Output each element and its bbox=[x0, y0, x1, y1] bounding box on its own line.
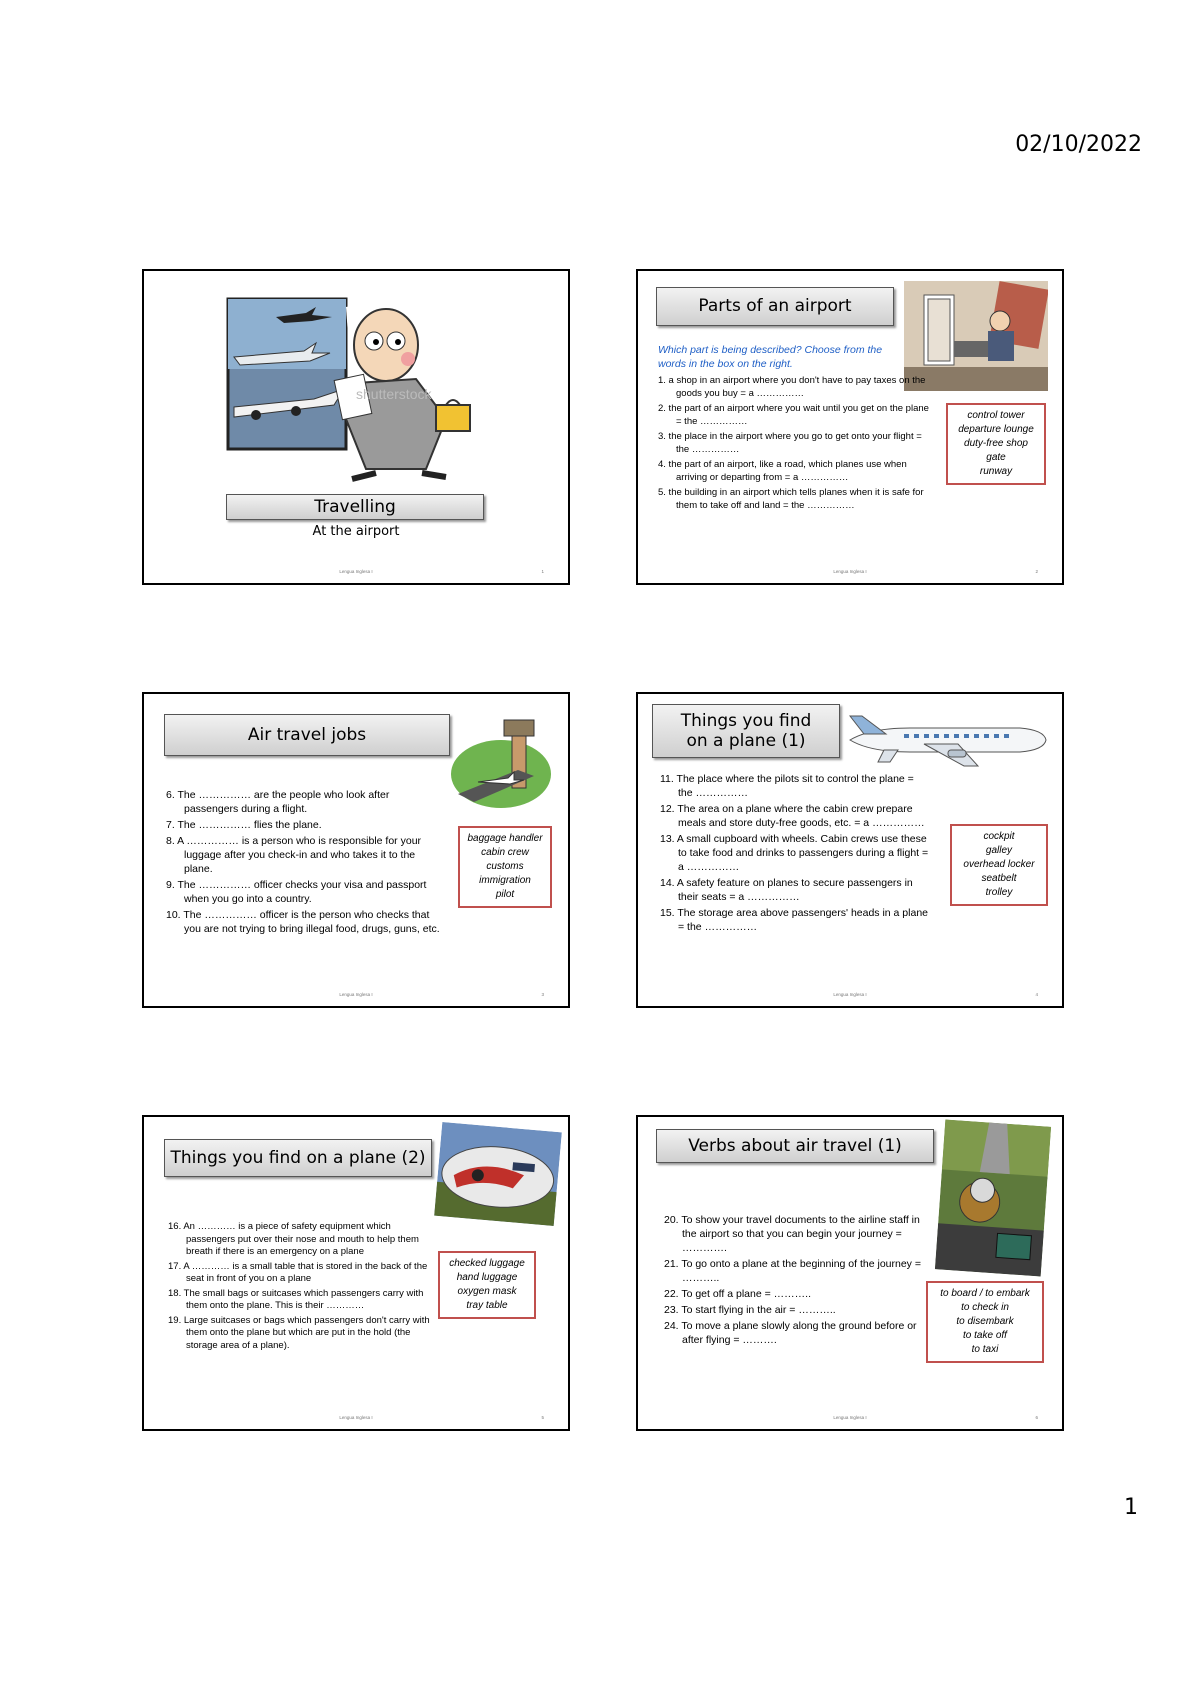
slide-5 bbox=[142, 1115, 570, 1431]
list-item: 24. To move a plane slowly along the ground before or after flying = ………. bbox=[664, 1320, 917, 1346]
list-item: 19. Large suitcases or bags which passengers don't carry with them onto the plane but which are put in the hold (the storage area of a plane). bbox=[168, 1314, 430, 1351]
pilot-cockpit-photo bbox=[935, 1119, 1051, 1276]
question-list bbox=[168, 1221, 438, 1354]
word-option: overhead locker bbox=[963, 859, 1035, 870]
list-item: 16. An ………… is a piece of safety equipment which passengers put over their nose and mouth to help them breath if there is an emergency on a plane bbox=[168, 1221, 419, 1257]
instruction-text: Which part is being described? Choose from the words in the box on the right. bbox=[658, 344, 883, 370]
slide-footer: Lengua Inglesa I bbox=[833, 992, 867, 997]
slide-title: Air travel jobs bbox=[164, 714, 450, 756]
slide-3 bbox=[142, 692, 570, 1008]
word-option: immigration bbox=[479, 875, 531, 886]
slide-6 bbox=[636, 1115, 1064, 1431]
list-item: 12. The area on a plane where the cabin crew prepare meals and store duty-free goods, etc. = a …………… bbox=[660, 803, 925, 829]
list-item: 6. The …………… are the people who look after passengers during a flight. bbox=[166, 789, 390, 815]
word-option: tray table bbox=[466, 1300, 508, 1311]
list-item: 5. the building in an airport which tells planes when it is safe for them to take off and land = the …………… bbox=[658, 487, 924, 511]
airplane-illustration bbox=[844, 710, 1050, 772]
slide-title: Travelling bbox=[226, 494, 484, 520]
slide-1 bbox=[142, 269, 570, 585]
word-option: to taxi bbox=[971, 1344, 999, 1355]
list-item: 15. The storage area above passengers' heads in a plane = the …………… bbox=[660, 907, 929, 933]
slide-footer: Lengua Inglesa I bbox=[833, 1415, 867, 1420]
title-line-1: Things you find bbox=[680, 710, 812, 731]
slide-2 bbox=[636, 269, 1064, 585]
word-option: trolley bbox=[985, 887, 1013, 898]
word-box bbox=[950, 824, 1048, 906]
word-option: cockpit bbox=[983, 831, 1015, 842]
slide-footer: Lengua Inglesa I bbox=[339, 569, 373, 574]
list-item: 13. A small cupboard with wheels. Cabin crews use these to take food and drinks to passengers during a flight = a …………… bbox=[660, 833, 929, 873]
word-option: to check in bbox=[961, 1302, 1009, 1313]
question-list bbox=[664, 1213, 934, 1349]
control-tower-illustration bbox=[448, 712, 554, 816]
list-item: 9. The …………… officer checks your visa and passport when you go into a country. bbox=[166, 879, 427, 905]
page-number: 1 bbox=[1124, 1495, 1138, 1520]
list-item: 14. A safety feature on planes to secure passengers in their seats = a …………… bbox=[660, 877, 913, 903]
word-option: to take off bbox=[963, 1330, 1007, 1341]
list-item: 17. A ………… is a small table that is stored in the back of the seat in front of you on a plane bbox=[168, 1260, 428, 1284]
list-item: 2. the part of an airport where you wait until you get on the plane = the …………… bbox=[658, 403, 929, 427]
slide-number: 1 bbox=[541, 569, 544, 574]
word-box bbox=[458, 826, 552, 908]
slide-number: 5 bbox=[541, 1415, 544, 1420]
question-list bbox=[660, 772, 930, 936]
word-option: to board / to embark bbox=[940, 1288, 1030, 1299]
slide-title bbox=[652, 704, 840, 758]
list-item: 23. To start flying in the air = ……….. bbox=[664, 1304, 836, 1316]
slide-subtitle: At the airport bbox=[312, 524, 400, 539]
word-option: gate bbox=[986, 452, 1006, 463]
slide-number: 4 bbox=[1035, 992, 1038, 997]
list-item: 3. the place in the airport where you go to get onto your flight = the …………… bbox=[658, 431, 922, 455]
slide-number: 6 bbox=[1035, 1415, 1038, 1420]
word-option: duty-free shop bbox=[964, 438, 1028, 449]
slide-title: Things you find on a plane (2) bbox=[164, 1139, 432, 1177]
word-option: departure lounge bbox=[958, 424, 1034, 435]
word-option: oxygen mask bbox=[457, 1286, 517, 1297]
list-item: 21. To go onto a plane at the beginning of the journey = ……….. bbox=[664, 1258, 921, 1284]
slide-footer: Lengua Inglesa I bbox=[339, 1415, 373, 1420]
list-item: 20. To show your travel documents to the airline staff in the airport so that you can begin your journey = …………. bbox=[664, 1214, 920, 1254]
watermark-text: shutterstock bbox=[356, 386, 432, 402]
list-item: 18. The small bags or suitcases which passengers carry with them onto the plane. This is their ………… bbox=[168, 1287, 424, 1311]
word-option: control tower bbox=[967, 410, 1025, 421]
page-date: 02/10/2022 bbox=[1015, 132, 1142, 157]
word-box bbox=[438, 1251, 536, 1319]
word-option: checked luggage bbox=[449, 1258, 525, 1269]
list-item: 11. The place where the pilots sit to control the plane = the …………… bbox=[660, 773, 914, 799]
list-item: 4. the part of an airport, like a road, which planes use when arriving or departing from = a …………… bbox=[658, 459, 907, 483]
slide-footer: Lengua Inglesa I bbox=[339, 992, 373, 997]
word-option: seatbelt bbox=[981, 873, 1017, 884]
word-option: hand luggage bbox=[456, 1272, 518, 1283]
list-item: 7. The …………… flies the plane. bbox=[166, 819, 322, 831]
list-item: 22. To get off a plane = ……….. bbox=[664, 1288, 811, 1300]
slide-footer: Lengua Inglesa I bbox=[833, 569, 867, 574]
word-option: to disembark bbox=[956, 1316, 1014, 1327]
word-option: cabin crew bbox=[481, 847, 529, 858]
question-list bbox=[658, 374, 930, 514]
word-option: galley bbox=[985, 845, 1013, 856]
slide-number: 3 bbox=[541, 992, 544, 997]
word-option: customs bbox=[486, 861, 524, 872]
question-list bbox=[166, 788, 446, 938]
title-line-2: on a plane (1) bbox=[686, 731, 806, 751]
slide-4 bbox=[636, 692, 1064, 1008]
plane-nose-photo bbox=[434, 1122, 562, 1226]
list-item: 1. a shop in an airport where you don't have to pay taxes on the goods you buy = a …………… bbox=[658, 375, 926, 399]
businessman-airport-illustration bbox=[226, 297, 488, 483]
word-option: baggage handler bbox=[467, 833, 543, 844]
list-item: 10. The …………… officer is the person who checks that you are not trying to bring illegal food, drugs, guns, etc. bbox=[166, 909, 440, 935]
word-option: pilot bbox=[495, 889, 515, 900]
slide-title: Verbs about air travel (1) bbox=[656, 1129, 934, 1163]
word-option: runway bbox=[979, 466, 1013, 477]
word-box bbox=[946, 403, 1046, 485]
word-box bbox=[926, 1281, 1044, 1363]
slide-title: Parts of an airport bbox=[656, 287, 894, 326]
slide-number: 2 bbox=[1035, 569, 1038, 574]
list-item: 8. A …………… is a person who is responsible for your luggage after you check-in and who takes it to the plane. bbox=[166, 835, 422, 875]
